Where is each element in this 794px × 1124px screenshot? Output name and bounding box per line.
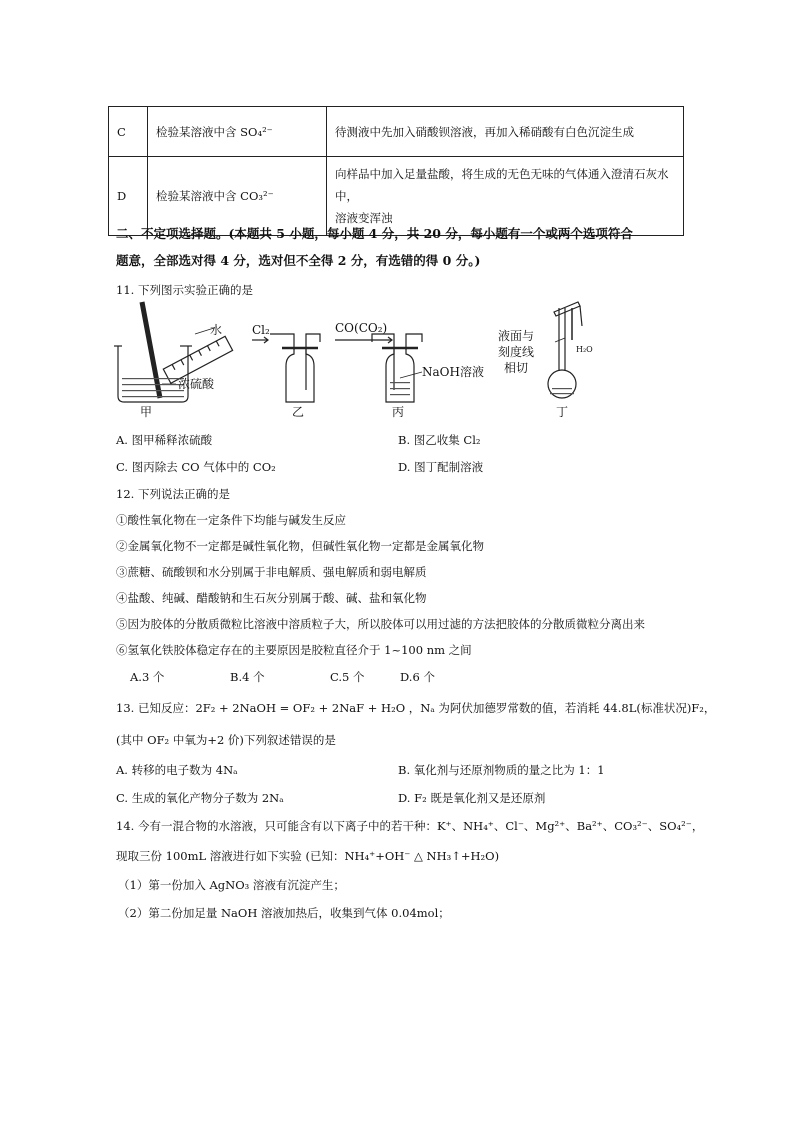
label-cl2: Cl₂ [252, 323, 270, 337]
row-method: 待测液中先加入硝酸钡溶液，再加入稀硝酸有白色沉淀生成 [327, 107, 684, 157]
q14-stem: 14. 今有一混合物的水溶液，只可能含有以下离子中的若干种：K⁺、NH₄⁺、Cl⁻、Mg²⁺、Ba²⁺、CO₃²⁻、SO₄²⁻， [116, 819, 704, 833]
q13-stem: (其中 OF₂ 中氧为+2 价)下列叙述错误的是 [116, 733, 336, 747]
q11-stem: 11. 下列图示实验正确的是 [116, 283, 253, 297]
label-naoh: NaOH溶液 [422, 365, 484, 379]
q13-stem: 13. 已知反应：2F₂ + 2NaOH = OF₂ + 2NaF + H₂O ，Nₐ 为阿伏加德罗常数的值，若消耗 44.8L(标准状况)F₂， [116, 701, 716, 715]
q12-option: D.6 个 [400, 670, 435, 684]
glass-rod-icon [142, 302, 160, 398]
q12-item: ③蔗糖、硫酸钡和水分别属于非电解质、强电解质和弱电解质 [116, 565, 427, 579]
q13-option: D. F₂ 既是氧化剂又是还原剂 [398, 791, 546, 805]
row-letter: C [109, 107, 148, 157]
section-heading: 题意，全部选对得 4 分，选对但不全得 2 分，有选错的得 0 分。) [116, 253, 481, 268]
beaker-icon [554, 302, 580, 316]
q12-item: ①酸性氧化物在一定条件下均能与碱发生反应 [116, 513, 346, 527]
q12-stem: 12. 下列说法正确的是 [116, 487, 230, 501]
row-method-line: 溶液变浑浊 [335, 211, 393, 225]
label-acid: 浓硫酸 [178, 377, 215, 391]
label-ding: 丁 [556, 405, 569, 419]
q12-option: A.3 个 [130, 670, 165, 684]
q13-option: C. 生成的氧化产物分子数为 2Nₐ [116, 791, 284, 805]
label-jia: 甲 [140, 405, 153, 419]
q14-stem: 现取三份 100mL 溶液进行如下实验 (已知：NH₄⁺+OH⁻ △ NH₃↑+H₂O) [116, 849, 500, 863]
row-purpose: 检验某溶液中含 SO₄²⁻ [148, 107, 327, 157]
label-liquid: 相切 [504, 361, 529, 375]
label-water: 水 [210, 323, 223, 337]
q12-option: C.5 个 [330, 670, 365, 684]
q13-option: B. 氧化剂与还原剂物质的量之比为 1：1 [398, 763, 605, 777]
label-bing: 丙 [392, 405, 405, 419]
label-co: CO(CO₂) [335, 321, 388, 335]
bottle-icon [286, 348, 314, 402]
row-method-line: 向样品中加入足量盐酸，将生成的无色无味的气体通入澄清石灰水中， [335, 167, 669, 203]
q14-sub: （2）第二份加足量 NaOH 溶液加热后，收集到气体 0.04mol； [118, 906, 450, 920]
label-liquid: 刻度线 [498, 345, 535, 359]
label-yi: 乙 [292, 405, 305, 419]
label-liquid: 液面与 [498, 329, 535, 343]
q12-item: ④盐酸、纯碱、醋酸钠和生石灰分别属于酸、碱、盐和氧化物 [116, 591, 427, 605]
row-letter: D [109, 157, 148, 236]
q12-item: ⑤因为胶体的分散质微粒比溶液中溶质粒子大，所以胶体可以用过滤的方法把胶体的分散质微粒分离出来 [116, 617, 645, 631]
options-table [108, 106, 684, 236]
q11-option: B. 图乙收集 Cl₂ [398, 433, 481, 447]
q12-item: ②金属氧化物不一定都是碱性氧化物，但碱性氧化物一定都是金属氧化物 [116, 539, 484, 553]
q14-sub: （1）第一份加入 AgNO₃ 溶液有沉淀产生； [118, 878, 345, 892]
row-purpose: 检验某溶液中含 CO₃²⁻ [148, 157, 327, 236]
q12-item: ⑥氢氧化铁胶体稳定存在的主要原因是胶粒直径介于 1~100 nm 之间 [116, 643, 472, 657]
q11-option: C. 图丙除去 CO 气体中的 CO₂ [116, 460, 276, 474]
q11-option: A. 图甲稀释浓硫酸 [116, 433, 213, 447]
section-heading: 二、不定项选择题。(本题共 5 小题，每小题 4 分，共 20 分，每小题有一个或两个选项符合 [116, 226, 633, 241]
q11-diagram [110, 298, 710, 420]
label-h2o: H₂O [576, 345, 593, 354]
q13-option: A. 转移的电子数为 4Nₐ [116, 763, 238, 777]
q12-option: B.4 个 [230, 670, 265, 684]
table-row [109, 107, 684, 157]
q11-option: D. 图丁配制溶液 [398, 460, 484, 474]
